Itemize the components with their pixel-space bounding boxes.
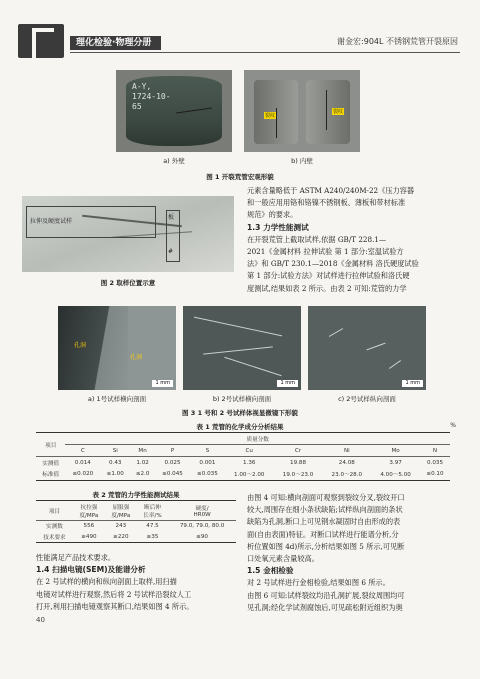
fig2-caption: 图 2 取样位置示意 bbox=[100, 279, 156, 287]
table1-cell: 24.08 bbox=[338, 459, 355, 466]
text-line: 由图 4 可知:横向剖面可观察到裂纹分叉,裂纹开口 bbox=[247, 493, 405, 502]
table1-cell: 0.035 bbox=[426, 459, 443, 466]
table1-col-group: 质量分数 bbox=[65, 433, 450, 445]
table1-cell: ≤2.0 bbox=[135, 471, 150, 478]
table2-cell: ≤90 bbox=[196, 533, 208, 540]
fig2-photo bbox=[22, 196, 234, 272]
table1-cell: 3.97 bbox=[389, 459, 402, 466]
text-line: 规范》的要求。 bbox=[247, 210, 298, 220]
text-line: 由图 6 可知:试样裂纹均沿孔洞扩展,裂纹周围均可 bbox=[247, 590, 405, 600]
table1-cell: ≤0.10 bbox=[426, 471, 444, 478]
table1-header-cell: Mn bbox=[138, 447, 147, 454]
table1-header-cell: P bbox=[170, 447, 175, 454]
table1-row-label: 实测值 bbox=[42, 460, 60, 467]
table1-header-cell: Mo bbox=[391, 447, 400, 454]
table1-header-cell: Si bbox=[112, 447, 118, 454]
table1-cell: ≤1.00 bbox=[106, 471, 124, 478]
running-title: 谢金宏:904L 不锈钢荒管开裂原因 bbox=[337, 37, 458, 46]
table1-cell: 0.001 bbox=[199, 459, 216, 466]
text-line: 对 2 号试样进行金相检验,结果如图 6 所示。 bbox=[247, 578, 390, 588]
table2-cell: ≥490 bbox=[81, 533, 97, 540]
table1-cell: 4.00～5.00 bbox=[380, 472, 411, 479]
table2-cell: 47.5 bbox=[146, 523, 159, 530]
fig3a-photo bbox=[58, 306, 176, 390]
fig1b-crack-label-1: 裂纹 bbox=[265, 113, 276, 119]
fig3b-photo bbox=[183, 306, 301, 390]
right-column-text bbox=[247, 185, 467, 295]
fig3b-scale-bar: 1 mm bbox=[277, 380, 298, 387]
fig3a-caption: a) 1号试样横向剖面 bbox=[87, 395, 147, 403]
fig1a-marking-3: 65 bbox=[132, 102, 142, 111]
table2-header-cell: 断后伸 长率/% bbox=[143, 504, 162, 519]
fig1-caption: 图 1 开裂荒管宏观形貌 bbox=[206, 173, 274, 181]
fig1b-photo bbox=[244, 70, 360, 152]
table2-cell: 79.0, 79.0, 80.0 bbox=[179, 523, 225, 530]
fig1a-marking-1: A-Y, bbox=[132, 82, 152, 91]
table1-cell: ≤0.035 bbox=[197, 471, 218, 478]
header-rule bbox=[70, 52, 460, 53]
text-line: 2021《金属材料 拉伸试验 第 1 部分:室温试验方 bbox=[247, 247, 404, 257]
table2-header-cell: 屈服强 度/MPa bbox=[111, 504, 131, 519]
fig2-label-side-top: 板 bbox=[168, 214, 175, 221]
table1-cell: 1.36 bbox=[243, 459, 256, 466]
text-line: 口处氧元素含量较高。 bbox=[247, 554, 319, 564]
table1-cell: 19.88 bbox=[290, 459, 307, 466]
fig3a-label-2: 孔洞 bbox=[130, 354, 143, 361]
page-number: 40 bbox=[36, 616, 45, 624]
table2-header-cell: 项目 bbox=[48, 508, 61, 515]
table1-header-cell: S bbox=[205, 447, 210, 454]
text-line: 电镜对试样进行观察,然后将 2 号试样沿裂纹人工 bbox=[36, 589, 192, 599]
text-line: 面(自由表面)特征。对断口试样进行能谱分析,分 bbox=[247, 529, 399, 539]
table1-cell: 0.43 bbox=[109, 459, 122, 466]
table1-row-label: 标准值 bbox=[42, 472, 60, 479]
right-column-bottom bbox=[247, 492, 467, 614]
journal-logo-icon bbox=[18, 24, 64, 58]
table1-header-cell: Cu bbox=[245, 447, 253, 454]
text-line: 元素含量略低于 ASTM A240/240M-22《压力容器 bbox=[247, 186, 415, 195]
table1-cell: 1.00～2.00 bbox=[233, 472, 265, 479]
fig3-caption: 图 3 1 号和 2 号试样体视显微镜下形貌 bbox=[182, 409, 298, 417]
text-line: 度测试,结果如表 2 所示。由表 2 可知:荒管的力学 bbox=[247, 283, 407, 293]
fig3b-caption: b) 2号试样横向剖面 bbox=[212, 395, 272, 403]
text-line: 在开裂荒管上截取试样,依据 GB/T 228.1— bbox=[247, 234, 387, 244]
table1-caption: 表 1 荒管的化学成分分析结果 bbox=[196, 423, 284, 431]
table1-header-cell: C bbox=[80, 447, 85, 454]
table1-cell: 0.025 bbox=[164, 459, 181, 466]
text-line: 性能满足产品技术要求。 bbox=[36, 553, 116, 562]
section-heading-1-4: 1.4 扫描电镜(SEM)及能谱分析 bbox=[36, 565, 146, 575]
fig3a-label-1: 孔洞 bbox=[74, 342, 87, 349]
text-line: 析位置如图 4d)所示,分析结果如图 5 所示,可见断 bbox=[247, 541, 405, 551]
text-line: 在 2 号试样的横向和纵向剖面上取样,用扫描 bbox=[36, 577, 177, 587]
table2-row-label: 技术要求 bbox=[43, 534, 66, 541]
fig1a-photo bbox=[116, 70, 232, 152]
table1-cell: ≤0.045 bbox=[162, 471, 183, 478]
table2-cell: ≥220 bbox=[113, 533, 129, 540]
table2-row-label: 实测数 bbox=[46, 524, 63, 531]
text-line: 打开,利用扫描电镜观察其断口,结果如图 4 所示。 bbox=[36, 601, 194, 611]
table1-cell: 19.0～23.0 bbox=[282, 472, 314, 479]
table1-header-cell: Cr bbox=[294, 447, 302, 454]
table2-caption: 表 2 荒管的力学性能测试结果 bbox=[92, 491, 180, 499]
fig3c-caption: c) 2号试样纵向剖面 bbox=[338, 395, 396, 403]
fig3c-scale-bar: 1 mm bbox=[402, 380, 423, 387]
fig1b-crack-label-2: 裂纹 bbox=[333, 109, 344, 115]
text-line: 法》和 GB/T 230.1—2018《金属材料 洛氏硬度试验 bbox=[247, 259, 419, 269]
fig3c-photo bbox=[308, 306, 426, 390]
table1-header-cell: N bbox=[432, 447, 438, 454]
journal-section-title: 理化检验·物理分册 bbox=[70, 36, 161, 50]
left-column-bottom bbox=[36, 552, 236, 613]
table2-header-cell: 硬度/ HR0W bbox=[193, 505, 211, 518]
fig2-label-side-bot: # bbox=[168, 248, 174, 255]
fig3a-scale-bar: 1 mm bbox=[152, 380, 173, 387]
text-line: 缺陷为孔洞,断口上可见钢水凝固时自由形成的表 bbox=[247, 517, 401, 527]
table1 bbox=[36, 432, 450, 481]
table1-unit: % bbox=[450, 422, 456, 429]
table1-cell: 0.014 bbox=[74, 459, 91, 466]
section-heading-1-5: 1.5 金相检验 bbox=[247, 566, 294, 576]
section-heading-1-3: 1.3 力学性能测试 bbox=[247, 222, 309, 232]
text-line: 较大,周围存在细小条状缺陷;试样纵向剖面的条状 bbox=[247, 505, 403, 515]
table2-cell: 243 bbox=[115, 523, 127, 530]
table2-header-cell: 抗拉强 度/MPa bbox=[79, 504, 99, 519]
fig1b-caption: b) 内壁 bbox=[291, 157, 313, 165]
table2 bbox=[36, 500, 236, 543]
table1-col-item: 项目 bbox=[36, 433, 65, 457]
table2-cell: ≥35 bbox=[146, 533, 159, 540]
fig1a-caption: a) 外壁 bbox=[163, 157, 185, 165]
fig2-label-tensile: 拉伸及硬度试样 bbox=[30, 218, 73, 225]
text-line: 第 1 部分:试验方法》对试样进行拉伸试验和洛氏硬 bbox=[247, 271, 410, 281]
fig1a-marking-2: 1724-10- bbox=[132, 92, 171, 101]
text-line: 和一般应用用铬和铬镍不锈钢板、薄板和带材标准 bbox=[247, 198, 406, 208]
table2-cell: 556 bbox=[83, 523, 95, 530]
table1-cell: ≤0.020 bbox=[72, 471, 94, 478]
table1-header-cell: Ni bbox=[343, 447, 350, 454]
table1-cell: 1.02 bbox=[136, 459, 149, 466]
table1-cell: 23.0～28.0 bbox=[331, 472, 363, 479]
text-line: 见孔洞;经化学试剂腐蚀后,可见疏松附近组织为奥 bbox=[247, 602, 403, 612]
